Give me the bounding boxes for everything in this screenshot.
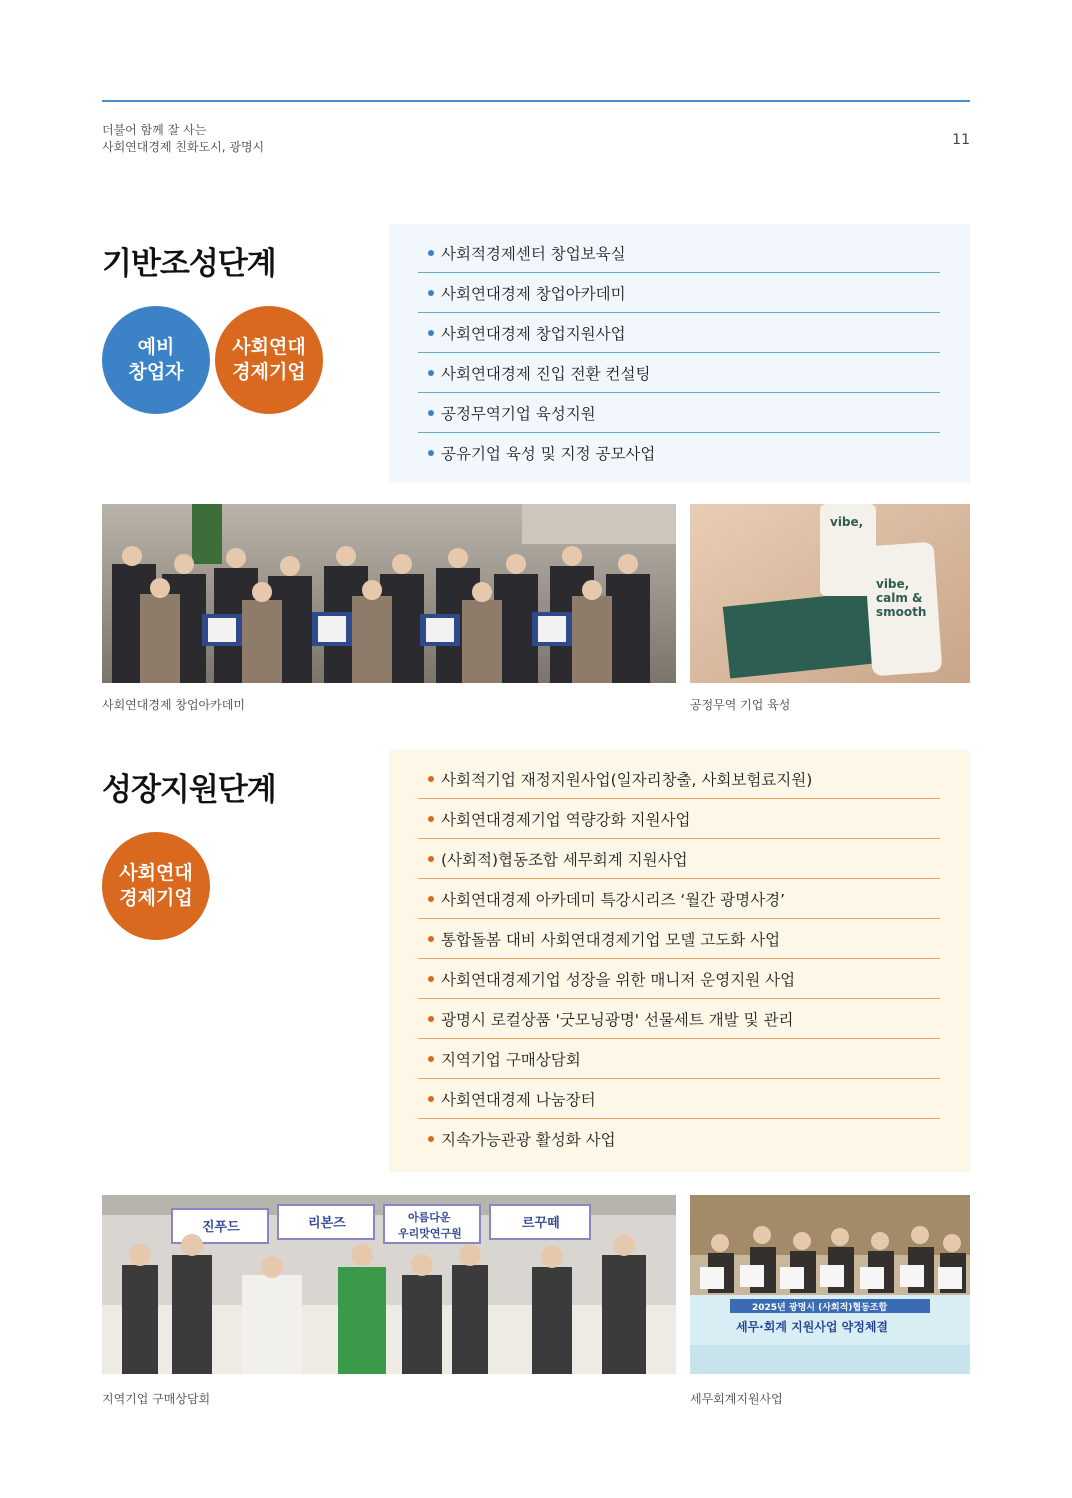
list-item-text: 사회연대경제 창업지원사업 bbox=[441, 324, 626, 343]
list-item-text: 지역기업 구매상담회 bbox=[441, 1050, 581, 1069]
list-item bbox=[418, 879, 940, 919]
list-item-text: 사회연대경제 진입 전환 컨설팅 bbox=[441, 364, 651, 383]
section1-title: 기반조성단계 bbox=[102, 246, 276, 282]
bullet-icon bbox=[428, 816, 434, 822]
list-item-text: 사회연대경제 창업아카데미 bbox=[441, 284, 626, 303]
bullet-icon bbox=[428, 370, 434, 376]
svg-text:vibe,: vibe, bbox=[830, 515, 864, 529]
badge-line: 경제기업 bbox=[119, 887, 193, 909]
list-item-text: 공유기업 육성 및 지정 공모사업 bbox=[441, 445, 656, 463]
caption-startup-academy: 사회연대경제 창업아카데미 bbox=[102, 698, 245, 712]
photo-tax-accounting bbox=[690, 1195, 970, 1374]
list-item bbox=[418, 273, 940, 313]
header-subtitle-line2: 사회연대경제 친화도시, 광명시 bbox=[102, 140, 265, 154]
list-item-text: 사회연대경제기업 역량강화 지원사업 bbox=[441, 810, 691, 829]
list-item bbox=[418, 1079, 940, 1119]
bullet-icon bbox=[428, 936, 434, 942]
list-item bbox=[418, 393, 940, 433]
list-item bbox=[418, 313, 940, 353]
badge-prospective-founder bbox=[102, 306, 210, 414]
list-item bbox=[418, 1039, 940, 1079]
list-item-text: 공정무역기업 육성지원 bbox=[441, 404, 596, 423]
badge-social-enterprise-2 bbox=[102, 832, 210, 940]
bullet-icon bbox=[428, 856, 434, 862]
photo-startup-academy bbox=[102, 504, 676, 683]
list-item bbox=[418, 1119, 940, 1159]
bullet-icon bbox=[428, 410, 434, 416]
svg-text:우리맛연구원: 우리맛연구원 bbox=[398, 1227, 462, 1240]
header-rule bbox=[102, 100, 970, 102]
photo-purchase-fair bbox=[102, 1195, 676, 1374]
list-item-text: 광명시 로컬상품 '굿모닝광명' 선물세트 개발 및 관리 bbox=[441, 1010, 794, 1029]
badge-social-enterprise bbox=[215, 306, 323, 414]
section1-list bbox=[389, 224, 970, 483]
list-item bbox=[418, 233, 940, 273]
list-item bbox=[418, 919, 940, 959]
list-item bbox=[418, 433, 940, 473]
list-item bbox=[418, 839, 940, 879]
list-item-text: 사회적경제센터 창업보육실 bbox=[441, 244, 626, 263]
svg-text:세무·회계 지원사업 약정체결: 세무·회계 지원사업 약정체결 bbox=[736, 1320, 889, 1334]
list-item-text: 통합돌봄 대비 사회연대경제기업 모델 고도화 사업 bbox=[441, 930, 781, 949]
section2-list bbox=[389, 750, 970, 1172]
badge-line: 예비 bbox=[137, 336, 175, 358]
svg-text:vibe,: vibe, bbox=[876, 577, 910, 591]
header-subtitle-line1: 더불어 함께 잘 사는 bbox=[102, 123, 207, 137]
bullet-icon bbox=[428, 1016, 434, 1022]
caption-tax-accounting: 세무회계지원사업 bbox=[690, 1392, 783, 1406]
list-item bbox=[418, 759, 940, 799]
list-item bbox=[418, 959, 940, 999]
badge-line: 경제기업 bbox=[232, 361, 306, 383]
svg-text:진푸드: 진푸드 bbox=[202, 1220, 240, 1235]
badge-line: 사회연대 bbox=[232, 336, 306, 358]
caption-purchase-fair: 지역기업 구매상담회 bbox=[102, 1392, 211, 1406]
list-item-text: 사회연대경제기업 성장을 위한 매니저 운영지원 사업 bbox=[441, 970, 796, 989]
photo-fair-trade bbox=[690, 504, 970, 683]
badge-line: 창업자 bbox=[128, 361, 184, 383]
badge-line: 사회연대 bbox=[119, 862, 193, 884]
list-item bbox=[418, 999, 940, 1039]
bullet-icon bbox=[428, 896, 434, 902]
svg-text:리본즈: 리본즈 bbox=[308, 1216, 346, 1231]
bullet-icon bbox=[428, 1056, 434, 1062]
section2-title: 성장지원단계 bbox=[102, 772, 276, 808]
list-item-text: 지속가능관광 활성화 사업 bbox=[441, 1131, 616, 1149]
list-item-text: (사회적)협동조합 세무회계 지원사업 bbox=[441, 850, 688, 869]
bullet-icon bbox=[428, 1096, 434, 1102]
svg-text:calm &: calm & bbox=[876, 591, 923, 605]
bullet-icon bbox=[428, 450, 434, 456]
svg-text:아름다운: 아름다운 bbox=[408, 1211, 451, 1224]
bullet-icon bbox=[428, 290, 434, 296]
list-item bbox=[418, 799, 940, 839]
list-item bbox=[418, 353, 940, 393]
svg-text:smooth: smooth bbox=[876, 605, 927, 619]
bullet-icon bbox=[428, 1136, 434, 1142]
svg-text:르꾸떼: 르꾸떼 bbox=[522, 1216, 560, 1231]
bullet-icon bbox=[428, 776, 434, 782]
bullet-icon bbox=[428, 330, 434, 336]
caption-fair-trade: 공정무역 기업 육성 bbox=[690, 698, 791, 712]
bullet-icon bbox=[428, 976, 434, 982]
list-item-text: 사회연대경제 나눔장터 bbox=[441, 1090, 596, 1109]
svg-text:2025년 광명시 (사회적)협동조합: 2025년 광명시 (사회적)협동조합 bbox=[752, 1303, 888, 1313]
page-number: 11 bbox=[952, 132, 970, 148]
header-subtitle bbox=[102, 122, 264, 156]
list-item-text: 사회연대경제 아카데미 특강시리즈 ‘월간 광명사경’ bbox=[441, 890, 785, 909]
bullet-icon bbox=[428, 250, 434, 256]
list-item-text: 사회적기업 재정지원사업(일자리창출, 사회보험료지원) bbox=[441, 770, 813, 789]
